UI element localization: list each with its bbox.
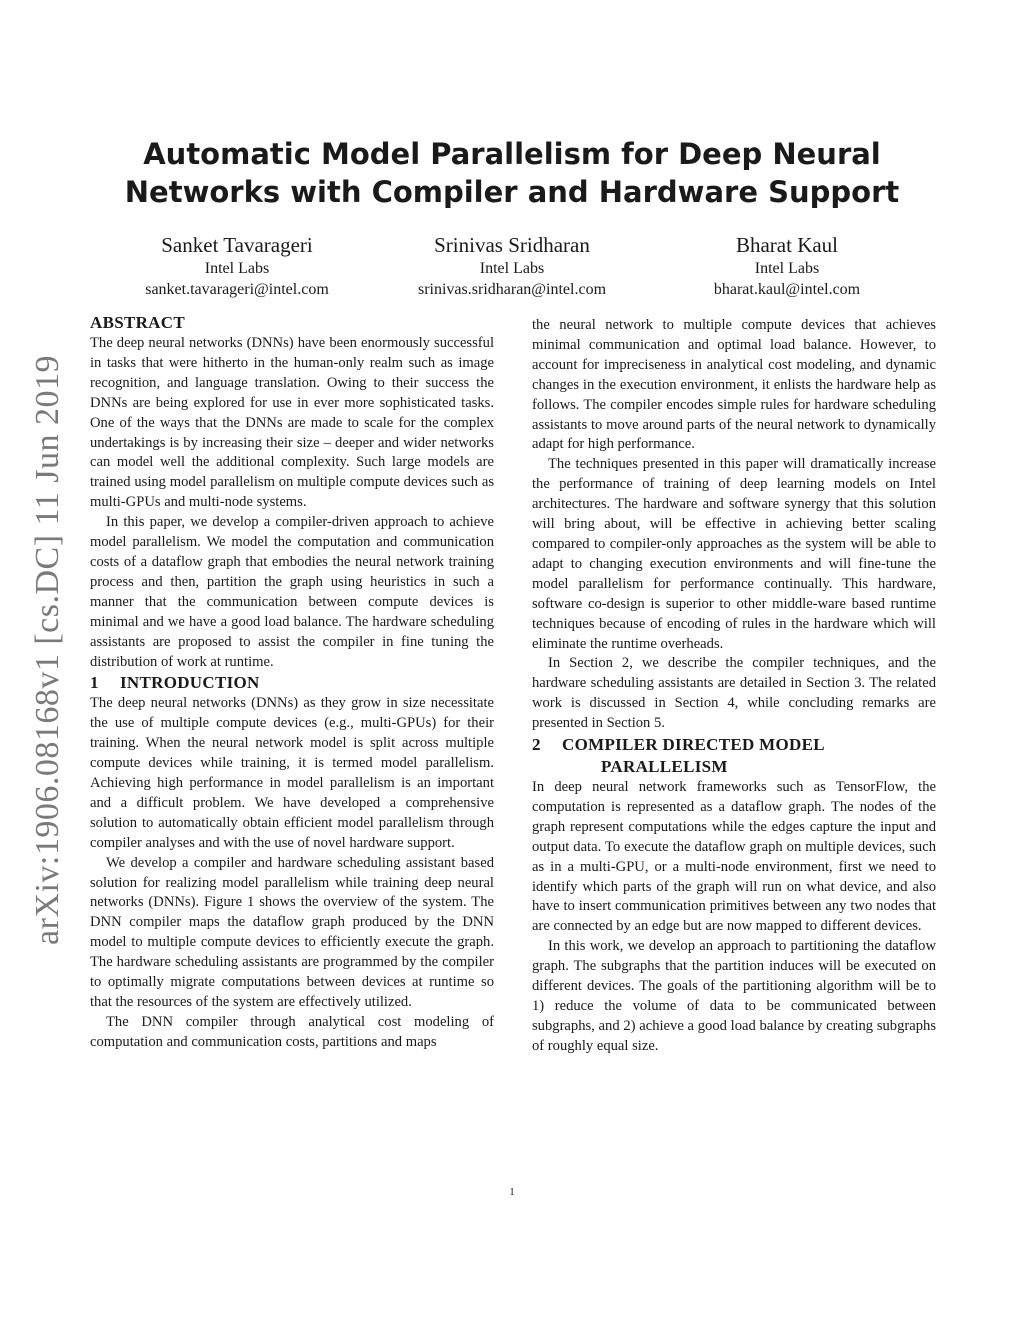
- section-title-line-2: PARALLELISM: [601, 757, 728, 777]
- author-affiliation: Intel Labs: [754, 260, 820, 277]
- abstract-paragraph-2: In this paper, we develop a compiler-driven approach to achieve model parallelism. We model the computation and communication costs of a dataflow graph that embodies the neural network training process and then, partition the graph using heuristics in such a manner that the communication between compute devices is minimal and we have a good load balance. The hardware scheduling assistants are proposed to assist the compiler in fine tuning the distribution of work at runtime.: [90, 514, 494, 670]
- paper-title: [0, 135, 1024, 211]
- intro-paragraph-1: The deep neural networks (DNNs) as they grow in size necessitate the use of multiple compute devices (e.g., multi-GPUs) for their training. When the neural network model is split across multiple compute devices while training, it is termed model parallelism. Achieving high performance in model parallelism is an important and a difficult problem. We have developed a comprehensive solution to automatically obtain efficient model parallelism through compiler analyses and with the use of novel hardware support.: [90, 695, 494, 851]
- section-title-line-1: COMPILER DIRECTED MODEL: [562, 735, 825, 755]
- author-name: Bharat Kaul: [735, 233, 839, 257]
- intro-paragraph-4: The techniques presented in this paper will dramatically increase the performance of training of deep learning models on Intel architectures. The hardware and software synergy that this solution will bring about, will be effective in achieving better scaling compared to compiler-only approaches as the system will be able to adapt to changing execution environments and will fine-tune the model parallelism for performance continually. This hardware, software co-design is superior to other middle-ware based runtime techniques because of encoding of rules in the hardware which will eliminate the runtime overheads.: [532, 456, 936, 652]
- abstract-paragraph-1: The deep neural networks (DNNs) have been enormously successful in tasks that were hitherto in the human-only realm such as image recognition, and language translation. Owing to their success the DNNs are being explored for use in ever more sophisticated tasks. One of the ways that the DNNs are made to scale for the complex undertakings is by increasing their size – deeper and wider networks can model well the additional complexity. Such large models are trained using model parallelism on multiple compute devices such as multi-GPUs and multi-node systems.: [90, 335, 494, 511]
- page-number: 1: [509, 1186, 515, 1198]
- intro-paragraph-3-continued: the neural network to multiple compute devices that achieves minimal communication and optimal load balance. However, to account for impreciseness in analytical cost modeling, and dynamic changes in the execution environment, it enlists the hardware help as follows. The compiler encodes simple rules for hardware scheduling assistants to move around parts of the neural network to dynamically adapt for high performance.: [532, 317, 936, 453]
- author-affiliation: Intel Labs: [479, 260, 545, 277]
- abstract-heading: ABSTRACT: [90, 313, 185, 332]
- author-email: sanket.tavarageri@intel.com: [145, 281, 329, 298]
- left-column: [90, 312, 494, 1053]
- title-line-2: Networks with Compiler and Hardware Support: [124, 175, 900, 209]
- section-2-paragraph-1: In deep neural network frameworks such as TensorFlow, the computation is represented as a dataflow graph. The nodes of the graph represent computations while the edges capture the input and output data. To execute the dataflow graph on multiple devices, such as in a multi-GPU, or a multi-node environment, first we need to identify which parts of the graph will run on what device, and also have to insert communication primitives between any two nodes that are connected by an edge but are now mapped to different devices.: [532, 779, 936, 935]
- section-2-paragraph-2: In this work, we develop an approach to partitioning the dataflow graph. The subgraphs that the partition induces will be executed on different devices. The goals of the partitioning algorithm will be to 1) reduce the volume of data to be communicated between subgraphs, and 2) achieve a good load balance by creating subgraphs of roughly equal size.: [532, 938, 936, 1054]
- title-line-1: Automatic Model Parallelism for Deep Neural: [143, 137, 881, 171]
- section-number: 1: [90, 673, 99, 693]
- arxiv-stamp: arXiv:1906.08168v1 [cs.DC] 11 Jun 2019: [29, 354, 66, 946]
- section-title: INTRODUCTION: [120, 673, 260, 693]
- introduction-heading: [90, 672, 494, 694]
- author-affiliation: Intel Labs: [204, 260, 270, 277]
- author-block: [647, 232, 927, 300]
- author-block: [372, 232, 652, 300]
- intro-paragraph-3: The DNN compiler through analytical cost modeling of computation and communication costs, partitions and maps: [90, 1013, 494, 1050]
- author-email: srinivas.sridharan@intel.com: [417, 281, 607, 298]
- author-name: Sanket Tavarageri: [161, 233, 313, 257]
- right-column: [532, 316, 936, 1057]
- section-2-heading: [532, 734, 936, 778]
- author-email: bharat.kaul@intel.com: [713, 281, 861, 298]
- section-number: 2: [532, 735, 541, 755]
- intro-paragraph-2: We develop a compiler and hardware scheduling assistant based solution for realizing model parallelism while training deep neural networks (DNNs). Figure 1 shows the overview of the system. The DNN compiler maps the dataflow graph produced by the DNN model to multiple compute devices to efficiently execute the graph. The hardware scheduling assistants are programmed by the compiler to optimally migrate computations between devices at runtime so that the resources of the system are effectively utilized.: [90, 854, 494, 1010]
- author-block: [97, 232, 377, 300]
- intro-paragraph-5: In Section 2, we describe the compiler techniques, and the hardware scheduling assistants are detailed in Section 3. The related work is discussed in Section 4, while concluding remarks are presented in Section 5.: [532, 655, 936, 732]
- author-name: Srinivas Sridharan: [434, 233, 590, 257]
